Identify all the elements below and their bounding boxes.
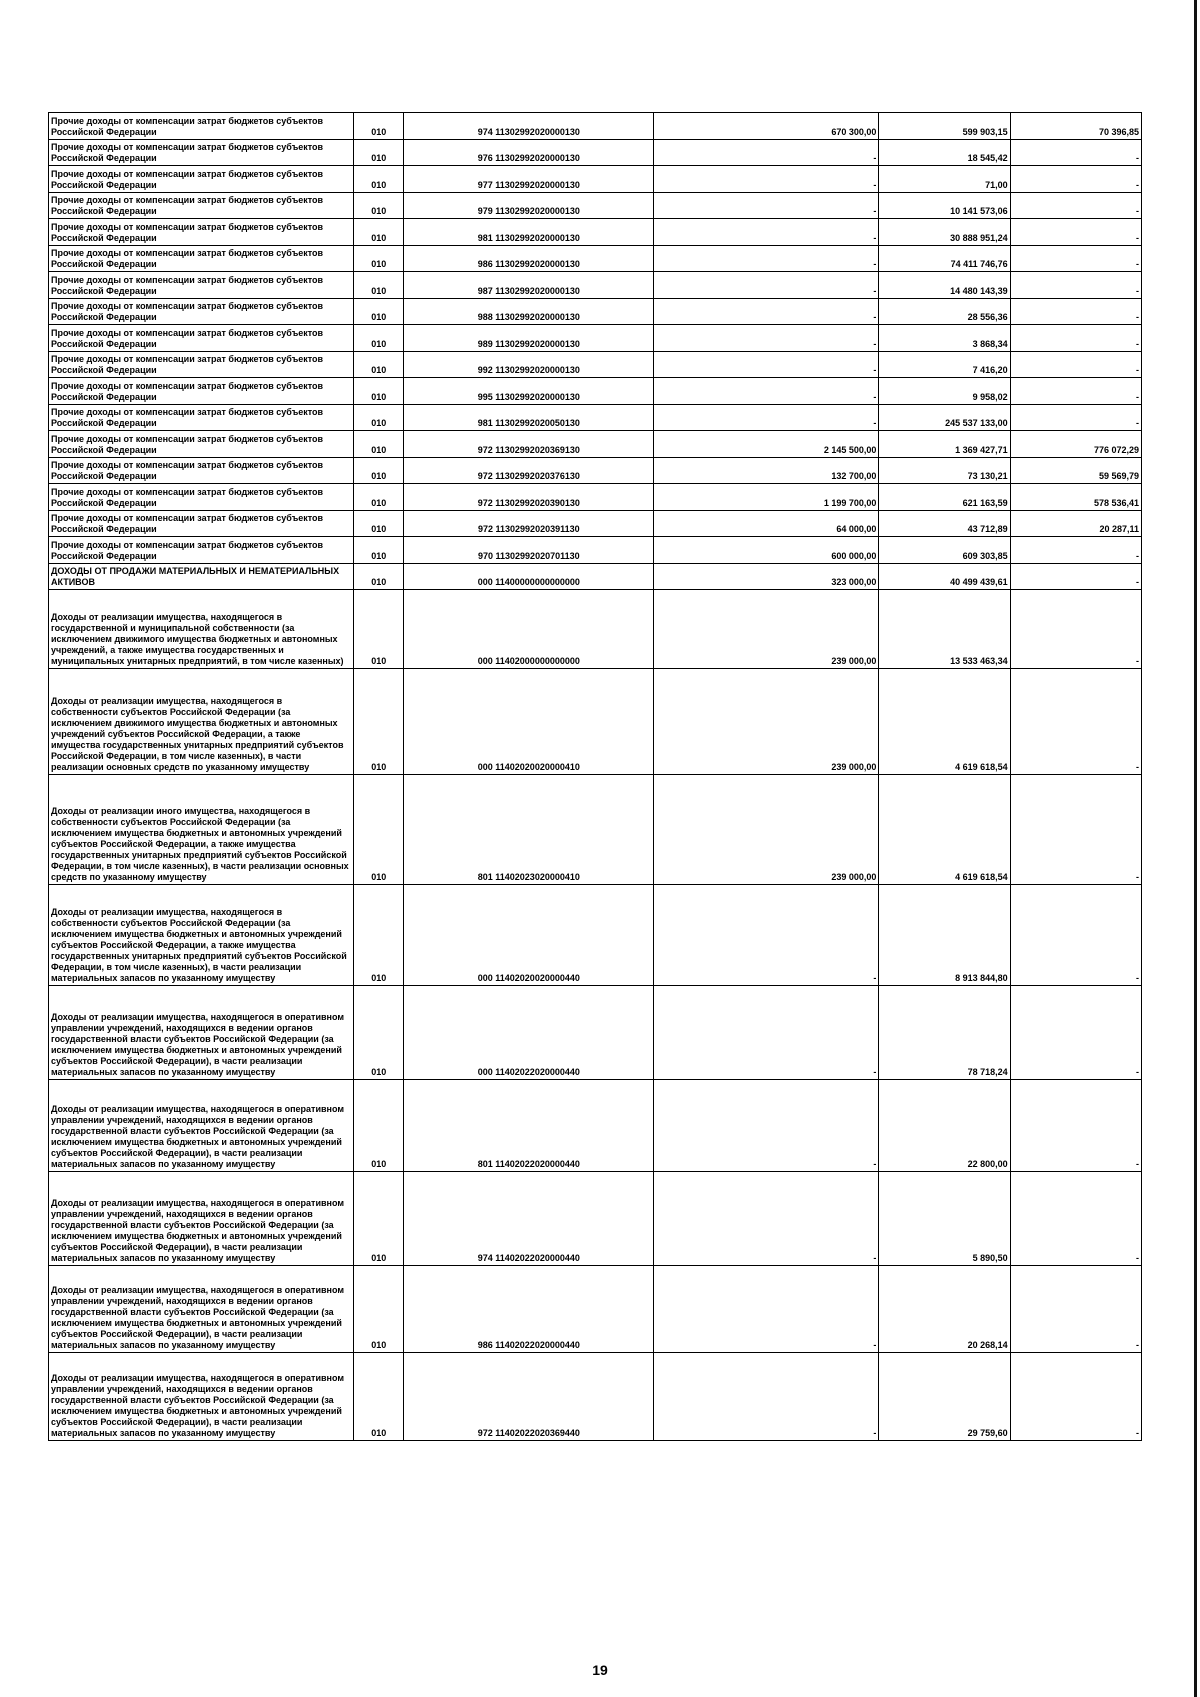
approved-amount: 239 000,00	[654, 669, 879, 775]
line-code: 010	[354, 564, 404, 590]
approved-amount: -	[654, 1172, 879, 1266]
line-code: 010	[354, 1172, 404, 1266]
unexecuted-amount: -	[1010, 299, 1141, 325]
approved-amount: -	[654, 1080, 879, 1172]
executed-amount: 9 958,02	[879, 378, 1010, 405]
line-code: 010	[354, 378, 404, 405]
budget-classification-code: 000 11402020020000410	[404, 669, 654, 775]
unexecuted-amount: -	[1010, 1353, 1141, 1441]
approved-amount: -	[654, 272, 879, 299]
table-row	[49, 219, 1142, 246]
table-row	[49, 1172, 1142, 1266]
executed-amount: 8 913 844,80	[879, 885, 1010, 986]
line-code: 010	[354, 669, 404, 775]
budget-classification-code: 989 11302992020000130	[404, 325, 654, 352]
unexecuted-amount: 70 396,85	[1010, 113, 1141, 140]
budget-classification-code: 974 11402022020000440	[404, 1172, 654, 1266]
budget-classification-code: 000 11402000000000000	[404, 590, 654, 669]
table-row	[49, 564, 1142, 590]
budget-classification-code: 992 11302992020000130	[404, 352, 654, 378]
unexecuted-amount: -	[1010, 219, 1141, 246]
unexecuted-amount: -	[1010, 1080, 1141, 1172]
approved-amount: -	[654, 986, 879, 1080]
line-code: 010	[354, 113, 404, 140]
budget-classification-code: 972 11302992020369130	[404, 431, 654, 458]
row-name: Доходы от реализации имущества, находящегося в оперативном управлении учреждений, находящихся в ведении органов государственной власти субъектов Российской Федерации (за исключением имущества бюджетных и автономных учреждений субъектов Российской Федерации), в части реализации материальных запасов по указанному имуществу	[49, 1266, 354, 1353]
approved-amount: 2 145 500,00	[654, 431, 879, 458]
line-code: 010	[354, 537, 404, 564]
executed-amount: 22 800,00	[879, 1080, 1010, 1172]
unexecuted-amount: -	[1010, 590, 1141, 669]
budget-classification-code: 970 11302992020701130	[404, 537, 654, 564]
table-row	[49, 299, 1142, 325]
unexecuted-amount: -	[1010, 246, 1141, 272]
line-code: 010	[354, 775, 404, 885]
line-code: 010	[354, 193, 404, 219]
approved-amount: -	[654, 166, 879, 193]
budget-classification-code: 981 11302992020050130	[404, 405, 654, 431]
line-code: 010	[354, 511, 404, 537]
executed-amount: 40 499 439,61	[879, 564, 1010, 590]
row-name: ДОХОДЫ ОТ ПРОДАЖИ МАТЕРИАЛЬНЫХ И НЕМАТЕРИАЛЬНЫХ АКТИВОВ	[49, 564, 354, 590]
unexecuted-amount: -	[1010, 537, 1141, 564]
unexecuted-amount: -	[1010, 669, 1141, 775]
table-row	[49, 458, 1142, 484]
table-body	[49, 113, 1142, 1441]
executed-amount: 28 556,36	[879, 299, 1010, 325]
table-row	[49, 246, 1142, 272]
executed-amount: 29 759,60	[879, 1353, 1010, 1441]
scan-edge-line	[1194, 0, 1197, 1697]
budget-classification-code: 977 11302992020000130	[404, 166, 654, 193]
approved-amount: 132 700,00	[654, 458, 879, 484]
budget-classification-code: 972 11302992020376130	[404, 458, 654, 484]
executed-amount: 73 130,21	[879, 458, 1010, 484]
table-row	[49, 405, 1142, 431]
approved-amount: 1 199 700,00	[654, 484, 879, 511]
line-code: 010	[354, 219, 404, 246]
unexecuted-amount: -	[1010, 775, 1141, 885]
table-row	[49, 537, 1142, 564]
row-name: Прочие доходы от компенсации затрат бюджетов субъектов Российской Федерации	[49, 378, 354, 405]
executed-amount: 13 533 463,34	[879, 590, 1010, 669]
approved-amount: 323 000,00	[654, 564, 879, 590]
executed-amount: 78 718,24	[879, 986, 1010, 1080]
line-code: 010	[354, 1353, 404, 1441]
row-name: Доходы от реализации имущества, находящегося в оперативном управлении учреждений, находящихся в ведении органов государственной власти субъектов Российской Федерации (за исключением имущества бюджетных и автономных учреждений субъектов Российской Федерации), в части реализации материальных запасов по указанному имуществу	[49, 1080, 354, 1172]
approved-amount: -	[654, 140, 879, 166]
approved-amount: -	[654, 378, 879, 405]
approved-amount: -	[654, 1266, 879, 1353]
row-name: Доходы от реализации имущества, находящегося в оперативном управлении учреждений, находящихся в ведении органов государственной власти субъектов Российской Федерации (за исключением имущества бюджетных и автономных учреждений субъектов Российской Федерации), в части реализации материальных запасов по указанному имуществу	[49, 986, 354, 1080]
row-name: Прочие доходы от компенсации затрат бюджетов субъектов Российской Федерации	[49, 537, 354, 564]
executed-amount: 599 903,15	[879, 113, 1010, 140]
row-name: Прочие доходы от компенсации затрат бюджетов субъектов Российской Федерации	[49, 193, 354, 219]
approved-amount: 600 000,00	[654, 537, 879, 564]
line-code: 010	[354, 1080, 404, 1172]
table-row	[49, 431, 1142, 458]
table-row	[49, 1080, 1142, 1172]
executed-amount: 4 619 618,54	[879, 669, 1010, 775]
unexecuted-amount: -	[1010, 193, 1141, 219]
unexecuted-amount: -	[1010, 166, 1141, 193]
approved-amount: -	[654, 885, 879, 986]
approved-amount: -	[654, 352, 879, 378]
approved-amount: -	[654, 219, 879, 246]
table-row	[49, 986, 1142, 1080]
row-name: Доходы от реализации иного имущества, находящегося в собственности субъектов Российской Федерации (за исключением имущества бюджетных и автономных учреждений субъектов Российской Федерации, а также имущества государственных унитарных предприятий субъектов Российской Федерации, в том числе казенных), в части реализации основных средств по указанному имуществу	[49, 775, 354, 885]
row-name: Прочие доходы от компенсации затрат бюджетов субъектов Российской Федерации	[49, 431, 354, 458]
approved-amount: -	[654, 299, 879, 325]
executed-amount: 43 712,89	[879, 511, 1010, 537]
unexecuted-amount: -	[1010, 378, 1141, 405]
row-name: Прочие доходы от компенсации затрат бюджетов субъектов Российской Федерации	[49, 352, 354, 378]
budget-classification-code: 981 11302992020000130	[404, 219, 654, 246]
approved-amount: -	[654, 246, 879, 272]
executed-amount: 74 411 746,76	[879, 246, 1010, 272]
budget-classification-code: 986 11302992020000130	[404, 246, 654, 272]
executed-amount: 5 890,50	[879, 1172, 1010, 1266]
approved-amount: -	[654, 405, 879, 431]
row-name: Доходы от реализации имущества, находящегося в государственной и муниципальной собственности (за исключением движимого имущества бюджетных и автономных учреждений, а также имущества государственных и муниципальных унитарных предприятий, в том числе казенных)	[49, 590, 354, 669]
unexecuted-amount: -	[1010, 986, 1141, 1080]
approved-amount: 670 300,00	[654, 113, 879, 140]
line-code: 010	[354, 405, 404, 431]
unexecuted-amount: -	[1010, 325, 1141, 352]
budget-classification-code: 976 11302992020000130	[404, 140, 654, 166]
unexecuted-amount: -	[1010, 272, 1141, 299]
table-row	[49, 1353, 1142, 1441]
budget-classification-code: 000 11402022020000440	[404, 986, 654, 1080]
executed-amount: 71,00	[879, 166, 1010, 193]
budget-classification-code: 987 11302992020000130	[404, 272, 654, 299]
approved-amount: -	[654, 193, 879, 219]
unexecuted-amount: 776 072,29	[1010, 431, 1141, 458]
row-name: Прочие доходы от компенсации затрат бюджетов субъектов Российской Федерации	[49, 405, 354, 431]
line-code: 010	[354, 484, 404, 511]
executed-amount: 609 303,85	[879, 537, 1010, 564]
line-code: 010	[354, 299, 404, 325]
line-code: 010	[354, 885, 404, 986]
table-row	[49, 590, 1142, 669]
unexecuted-amount: 578 536,41	[1010, 484, 1141, 511]
table-row	[49, 113, 1142, 140]
row-name: Прочие доходы от компенсации затрат бюджетов субъектов Российской Федерации	[49, 484, 354, 511]
row-name: Прочие доходы от компенсации затрат бюджетов субъектов Российской Федерации	[49, 140, 354, 166]
executed-amount: 14 480 143,39	[879, 272, 1010, 299]
table-row	[49, 325, 1142, 352]
budget-execution-table	[48, 112, 1142, 1441]
budget-classification-code: 000 11400000000000000	[404, 564, 654, 590]
line-code: 010	[354, 590, 404, 669]
line-code: 010	[354, 246, 404, 272]
approved-amount: -	[654, 1353, 879, 1441]
approved-amount: 64 000,00	[654, 511, 879, 537]
budget-classification-code: 995 11302992020000130	[404, 378, 654, 405]
table-row	[49, 775, 1142, 885]
budget-classification-code: 801 11402023020000410	[404, 775, 654, 885]
row-name: Доходы от реализации имущества, находящегося в оперативном управлении учреждений, находящихся в ведении органов государственной власти субъектов Российской Федерации (за исключением имущества бюджетных и автономных учреждений субъектов Российской Федерации), в части реализации материальных запасов по указанному имуществу	[49, 1172, 354, 1266]
page-number: 19	[592, 1662, 608, 1678]
row-name: Прочие доходы от компенсации затрат бюджетов субъектов Российской Федерации	[49, 113, 354, 140]
row-name: Прочие доходы от компенсации затрат бюджетов субъектов Российской Федерации	[49, 299, 354, 325]
approved-amount: 239 000,00	[654, 590, 879, 669]
budget-classification-code: 974 11302992020000130	[404, 113, 654, 140]
executed-amount: 245 537 133,00	[879, 405, 1010, 431]
executed-amount: 621 163,59	[879, 484, 1010, 511]
row-name: Прочие доходы от компенсации затрат бюджетов субъектов Российской Федерации	[49, 166, 354, 193]
budget-classification-code: 972 11402022020369440	[404, 1353, 654, 1441]
line-code: 010	[354, 1266, 404, 1353]
budget-classification-code: 988 11302992020000130	[404, 299, 654, 325]
line-code: 010	[354, 352, 404, 378]
unexecuted-amount: -	[1010, 140, 1141, 166]
line-code: 010	[354, 458, 404, 484]
table-row	[49, 669, 1142, 775]
table-row	[49, 378, 1142, 405]
executed-amount: 30 888 951,24	[879, 219, 1010, 246]
unexecuted-amount: -	[1010, 1172, 1141, 1266]
unexecuted-amount: 59 569,79	[1010, 458, 1141, 484]
row-name: Прочие доходы от компенсации затрат бюджетов субъектов Российской Федерации	[49, 325, 354, 352]
row-name: Прочие доходы от компенсации затрат бюджетов субъектов Российской Федерации	[49, 246, 354, 272]
executed-amount: 18 545,42	[879, 140, 1010, 166]
table-row	[49, 352, 1142, 378]
budget-classification-code: 979 11302992020000130	[404, 193, 654, 219]
budget-classification-code: 972 11302992020391130	[404, 511, 654, 537]
table-row	[49, 272, 1142, 299]
line-code: 010	[354, 272, 404, 299]
line-code: 010	[354, 166, 404, 193]
executed-amount: 4 619 618,54	[879, 775, 1010, 885]
row-name: Доходы от реализации имущества, находящегося в собственности субъектов Российской Федерации (за исключением имущества бюджетных и автономных учреждений субъектов Российской Федерации, а также имущества государственных унитарных предприятий субъектов Российской Федерации, в том числе казенных), в части реализации материальных запасов по указанному имуществу	[49, 885, 354, 986]
table-row	[49, 166, 1142, 193]
row-name: Прочие доходы от компенсации затрат бюджетов субъектов Российской Федерации	[49, 272, 354, 299]
line-code: 010	[354, 325, 404, 352]
budget-classification-code: 801 11402022020000440	[404, 1080, 654, 1172]
executed-amount: 1 369 427,71	[879, 431, 1010, 458]
approved-amount: 239 000,00	[654, 775, 879, 885]
unexecuted-amount: -	[1010, 1266, 1141, 1353]
executed-amount: 3 868,34	[879, 325, 1010, 352]
unexecuted-amount: 20 287,11	[1010, 511, 1141, 537]
budget-classification-code: 986 11402022020000440	[404, 1266, 654, 1353]
row-name: Доходы от реализации имущества, находящегося в оперативном управлении учреждений, находящихся в ведении органов государственной власти субъектов Российской Федерации (за исключением имущества бюджетных и автономных учреждений субъектов Российской Федерации), в части реализации материальных запасов по указанному имуществу	[49, 1353, 354, 1441]
row-name: Доходы от реализации имущества, находящегося в собственности субъектов Российской Федерации (за исключением движимого имущества бюджетных и автономных учреждений субъектов Российской Федерации, а также имущества государственных унитарных предприятий субъектов Российской Федерации, в том числе казенных), в части реализации основных средств по указанному имуществу	[49, 669, 354, 775]
unexecuted-amount: -	[1010, 405, 1141, 431]
unexecuted-amount: -	[1010, 885, 1141, 986]
table-row	[49, 140, 1142, 166]
executed-amount: 7 416,20	[879, 352, 1010, 378]
table-row	[49, 193, 1142, 219]
table-row	[49, 885, 1142, 986]
executed-amount: 10 141 573,06	[879, 193, 1010, 219]
executed-amount: 20 268,14	[879, 1266, 1010, 1353]
budget-classification-code: 972 11302992020390130	[404, 484, 654, 511]
unexecuted-amount: -	[1010, 352, 1141, 378]
row-name: Прочие доходы от компенсации затрат бюджетов субъектов Российской Федерации	[49, 511, 354, 537]
row-name: Прочие доходы от компенсации затрат бюджетов субъектов Российской Федерации	[49, 458, 354, 484]
row-name: Прочие доходы от компенсации затрат бюджетов субъектов Российской Федерации	[49, 219, 354, 246]
approved-amount: -	[654, 325, 879, 352]
line-code: 010	[354, 986, 404, 1080]
line-code: 010	[354, 431, 404, 458]
table-row	[49, 1266, 1142, 1353]
table-row	[49, 484, 1142, 511]
unexecuted-amount: -	[1010, 564, 1141, 590]
table-row	[49, 511, 1142, 537]
line-code: 010	[354, 140, 404, 166]
budget-classification-code: 000 11402020020000440	[404, 885, 654, 986]
